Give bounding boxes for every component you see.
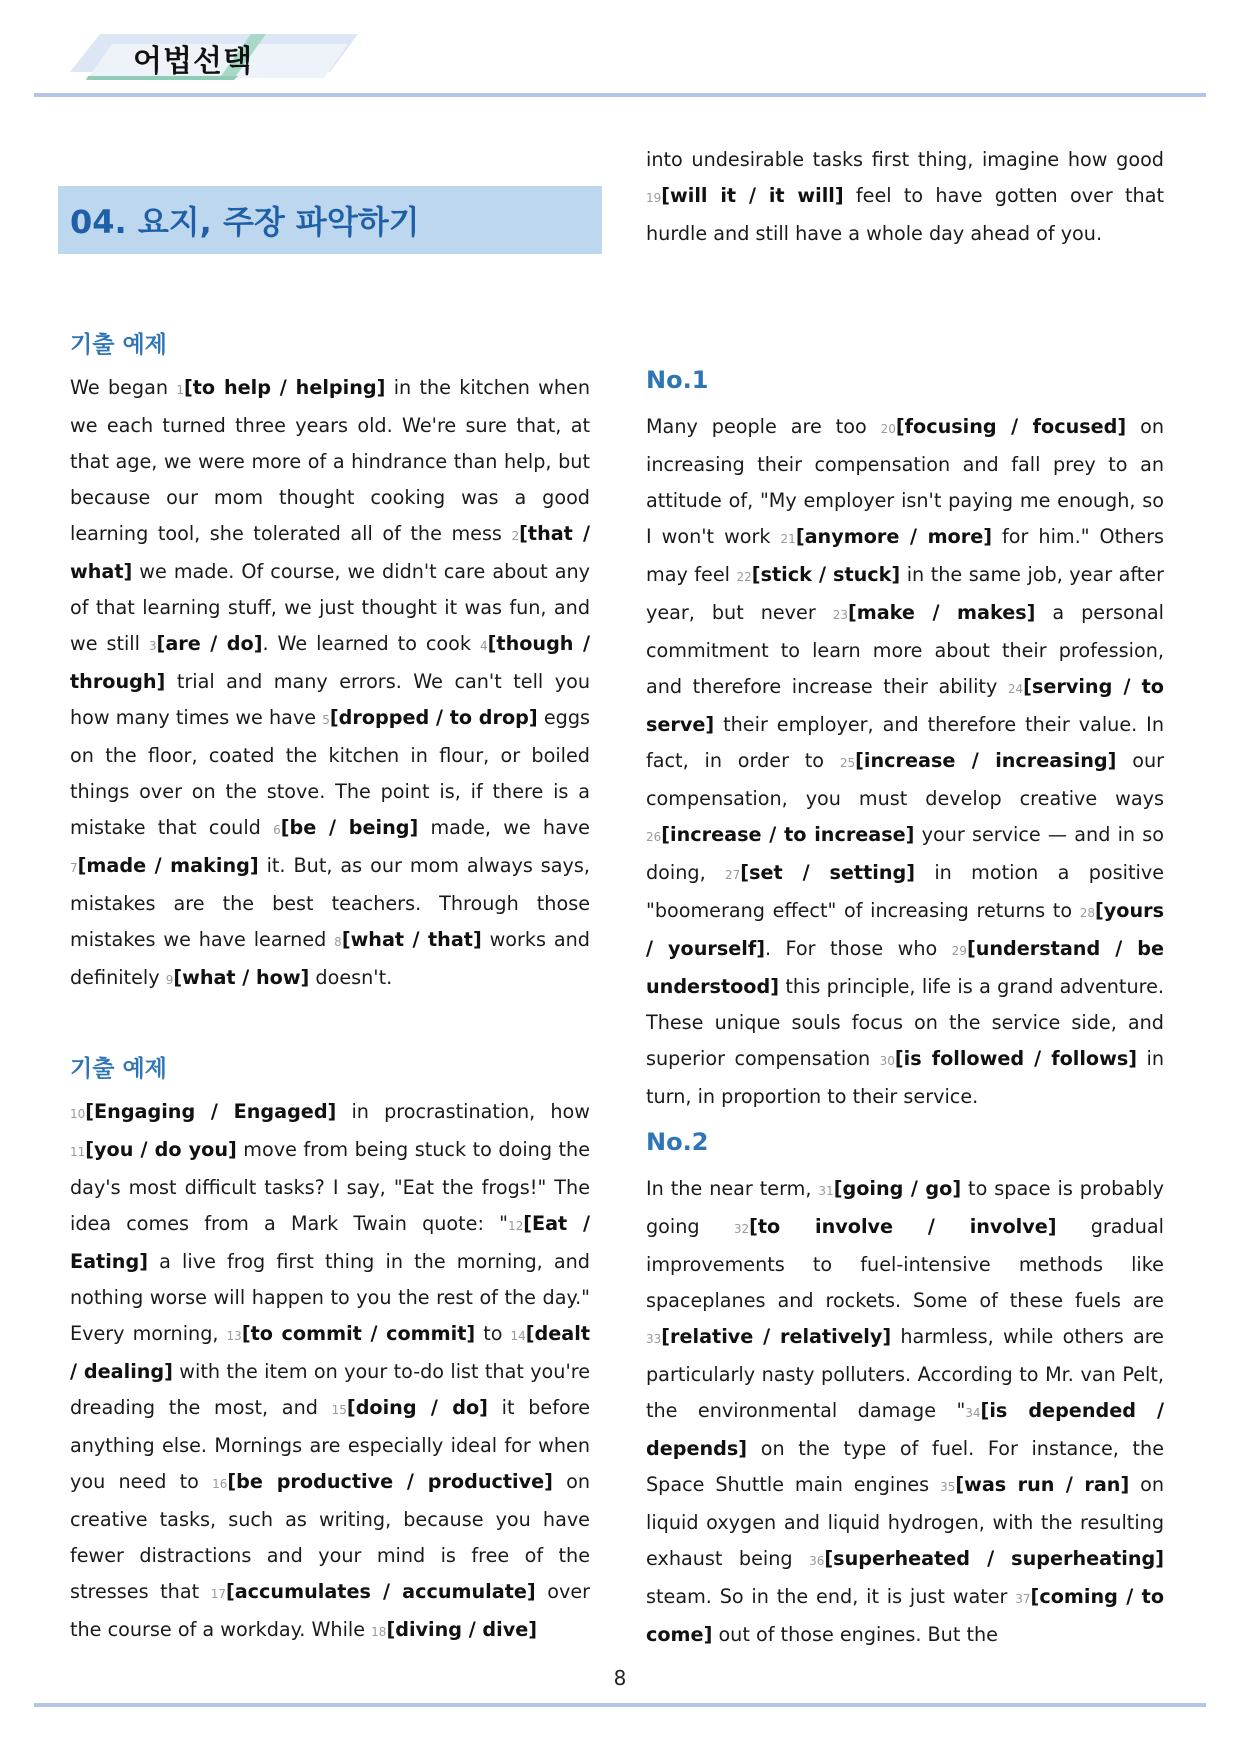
grammar-choice: [dropped / to drop] xyxy=(329,706,538,729)
grammar-choice: [Engaging / Engaged] xyxy=(85,1100,337,1123)
question-number: 27 xyxy=(725,868,741,882)
question-number: 2 xyxy=(511,529,520,543)
question-number: 24 xyxy=(1007,682,1024,696)
passage-text: for him." Others may feel xyxy=(646,525,1165,586)
question-number: 20 xyxy=(880,422,896,436)
grammar-choice: [will it / it will] xyxy=(661,184,844,207)
grammar-choice: [superheated / superheating] xyxy=(824,1547,1165,1570)
grammar-choice: [that / what] xyxy=(70,522,590,583)
question-number: 21 xyxy=(780,532,796,546)
question-number: 33 xyxy=(646,1332,662,1346)
grammar-choice: [to commit / commit] xyxy=(241,1322,476,1345)
question-number: 10 xyxy=(70,1107,86,1121)
passage-text: on increasing their compensation and fall prey to an attitude of, "My employer isn't paying me enough, so I won't work xyxy=(646,415,1165,548)
grammar-choice: [what / that] xyxy=(341,928,482,951)
passage-text: in turn, in proportion to their service. xyxy=(646,1047,1164,1108)
passage-text: this principle, life is a grand adventure. These unique souls focus on the service side, and superior compensation xyxy=(646,975,1164,1070)
question-number: 26 xyxy=(646,830,662,844)
example1-passage xyxy=(70,370,590,998)
passage-text: We began xyxy=(70,376,177,399)
passage-text: we made. Of course, we didn't care about any of that learning stuff, we just thought it was fun, and we still xyxy=(70,560,590,655)
question-number: 28 xyxy=(1079,906,1095,920)
grammar-choice: [set / setting] xyxy=(740,861,916,884)
passage-text: your service — and in so doing, xyxy=(646,823,1164,884)
question-number: 23 xyxy=(832,608,848,622)
grammar-choice: [coming / to come] xyxy=(646,1585,1164,1646)
section-title: 04. 요지, 주장 파악하기 xyxy=(70,203,420,241)
passage-text: doesn't. xyxy=(309,966,393,989)
question-number: 12 xyxy=(507,1219,524,1233)
passage-text: over the course of a workday. While xyxy=(70,1580,591,1641)
question-number: 1 xyxy=(176,383,184,397)
question-number: 22 xyxy=(736,570,752,584)
passage-text: Many people are too xyxy=(646,415,881,438)
passage-text: made, we have xyxy=(418,816,590,839)
example2-passage xyxy=(70,1094,590,1650)
passage-text: our compensation, you must develop creative ways xyxy=(646,749,1165,810)
question-number: 31 xyxy=(818,1184,834,1198)
continuation-passage xyxy=(646,142,1164,252)
passage-text: into undesirable tasks first thing, imagine how good xyxy=(646,148,1164,171)
question-number: 4 xyxy=(479,639,488,653)
no1-heading: No.1 xyxy=(646,366,709,394)
grammar-choice: [dealt / dealing] xyxy=(70,1322,590,1383)
passage-text: a live frog first thing in the morning, and nothing worse will happen to you the rest of the day." Every morning, xyxy=(70,1250,590,1345)
no2-passage xyxy=(646,1171,1164,1653)
grammar-choice: [understand / be understood] xyxy=(646,937,1164,998)
grammar-choice: [Eat / Eating] xyxy=(70,1212,590,1273)
passage-text: . We learned to cook xyxy=(262,632,480,655)
question-number: 16 xyxy=(212,1477,228,1491)
grammar-choice: [to help / helping] xyxy=(183,376,386,399)
grammar-choice: [is depended / depends] xyxy=(646,1399,1164,1460)
question-number: 15 xyxy=(331,1403,347,1417)
passage-text: it. But, as our mom always says, mistakes are the best teachers. Through those mistakes we have learned xyxy=(70,854,590,951)
no2-heading: No.2 xyxy=(646,1128,709,1156)
grammar-choice: [made / making] xyxy=(77,854,259,877)
passage-text: trial and many errors. We can't tell you how many times we have xyxy=(70,670,590,729)
passage-text: In the near term, xyxy=(646,1177,819,1200)
question-number: 30 xyxy=(879,1054,895,1068)
no1-passage xyxy=(646,409,1164,1115)
passage-text: feel to have gotten over that hurdle and still have a whole day ahead of you. xyxy=(646,184,1164,245)
passage-text: steam. So in the end, it is just water xyxy=(646,1585,1016,1608)
question-number: 18 xyxy=(371,1625,387,1639)
passage-text: in the same job, year after year, but never xyxy=(646,563,1164,624)
page-number: 8 xyxy=(613,1666,627,1690)
grammar-choice: [yours / yourself] xyxy=(646,899,1164,960)
passage-text: their employer, and therefore their value. In fact, in order to xyxy=(646,713,1164,772)
passage-text: works and definitely xyxy=(70,928,590,989)
question-number: 14 xyxy=(510,1329,526,1343)
question-number: 7 xyxy=(70,861,78,875)
grammar-choice: [be productive / productive] xyxy=(227,1470,553,1493)
passage-text: on creative tasks, such as writing, because you have fewer distractions and your mind is free of the stresses that xyxy=(70,1470,591,1603)
question-number: 37 xyxy=(1015,1592,1031,1606)
grammar-choice: [to involve / involve] xyxy=(749,1215,1057,1238)
grammar-choice: [stick / stuck] xyxy=(751,563,901,586)
grammar-choice: [anymore / more] xyxy=(795,525,992,548)
section-banner xyxy=(58,186,602,254)
passage-text: gradual improvements to fuel-intensive methods like spaceplanes and rockets. Some of these fuels are xyxy=(646,1215,1164,1312)
question-number: 6 xyxy=(273,823,281,837)
question-number: 32 xyxy=(733,1222,750,1236)
grammar-choice: [increase / increasing] xyxy=(855,749,1117,772)
passage-text: in motion a positive "boomerang effect" of increasing returns to xyxy=(646,861,1164,922)
grammar-choice: [increase / to increase] xyxy=(661,823,915,846)
grammar-choice: [is followed / follows] xyxy=(894,1047,1138,1070)
question-number: 17 xyxy=(210,1587,226,1601)
grammar-choice: [are / do] xyxy=(156,632,263,655)
grammar-choice: [relative / relatively] xyxy=(661,1325,892,1348)
passage-text: on the type of fuel. For instance, the Space Shuttle main engines xyxy=(646,1437,1164,1496)
question-number: 36 xyxy=(809,1554,825,1568)
question-number: 35 xyxy=(940,1480,956,1494)
question-number: 29 xyxy=(951,944,967,958)
grammar-choice: [serving / to serve] xyxy=(646,675,1164,736)
question-number: 34 xyxy=(965,1406,981,1420)
question-number: 8 xyxy=(334,935,342,949)
header-divider xyxy=(34,93,1206,97)
passage-text: to space is probably going xyxy=(646,1177,1164,1238)
grammar-choice: [doing / do] xyxy=(346,1396,488,1419)
grammar-choice: [diving / dive] xyxy=(386,1618,537,1641)
example1-heading: 기출 예제 xyxy=(70,332,167,358)
grammar-choice: [though / through] xyxy=(70,632,590,693)
passage-text: move from being stuck to doing the day's most difficult tasks? I say, "Eat the frogs!" The idea comes from a Mark Twain quote: " xyxy=(70,1138,591,1235)
passage-text: to xyxy=(475,1322,511,1345)
header-title: 어법선택 xyxy=(133,44,253,79)
passage-text: it before anything else. Mornings are especially ideal for when you need to xyxy=(70,1396,590,1493)
grammar-choice: [make / makes] xyxy=(847,601,1036,624)
question-number: 25 xyxy=(839,756,856,770)
question-number: 13 xyxy=(226,1329,242,1343)
passage-text: out of those engines. But the xyxy=(712,1623,998,1646)
footer-divider xyxy=(34,1703,1206,1707)
question-number: 5 xyxy=(322,713,330,727)
grammar-choice: [going / go] xyxy=(833,1177,962,1200)
passage-text: in procrastination, how xyxy=(336,1100,590,1123)
grammar-choice: [be / being] xyxy=(280,816,419,839)
example2-heading: 기출 예제 xyxy=(70,1056,167,1082)
grammar-choice: [accumulates / accumulate] xyxy=(225,1580,536,1603)
passage-text: on liquid oxygen and liquid hydrogen, with the resulting exhaust being xyxy=(646,1473,1164,1570)
passage-text: with the item on your to-do list that you're dreading the most, and xyxy=(70,1360,590,1419)
question-number: 11 xyxy=(70,1145,86,1159)
passage-text: eggs on the floor, coated the kitchen in flour, or boiled things over on the stove. The point is, if there is a mistake that could xyxy=(70,706,590,839)
question-number: 3 xyxy=(148,639,157,653)
grammar-choice: [you / do you] xyxy=(85,1138,237,1161)
passage-text: a personal commitment to learn more about their profession, and therefore increase their ability xyxy=(646,601,1164,698)
passage-text: . For those who xyxy=(764,937,952,960)
grammar-choice: [focusing / focused] xyxy=(895,415,1127,438)
grammar-choice: [was run / ran] xyxy=(955,1473,1130,1496)
passage-text: in the kitchen when we each turned three years old. We're sure that, at that age, we were more of a hindrance than help, but because our mom thought cooking was a good learning tool, she tolerated all of the mess xyxy=(70,376,590,545)
question-number: 19 xyxy=(646,191,662,205)
question-number: 9 xyxy=(165,973,174,987)
passage-text: harmless, while others are particularly nasty polluters. According to Mr. van Pelt, the environmental damage " xyxy=(646,1325,1164,1422)
grammar-choice: [what / how] xyxy=(173,966,310,989)
